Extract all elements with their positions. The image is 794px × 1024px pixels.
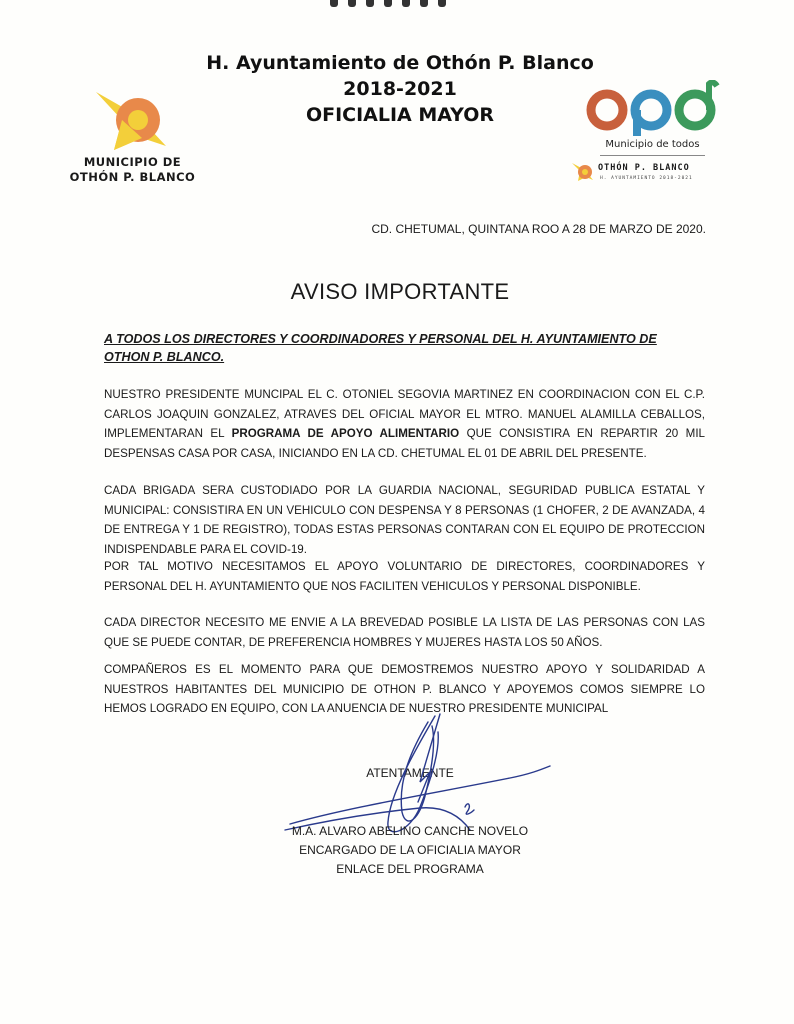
signatory-role: ENCARGADO DE LA OFICIALIA MAYOR [299, 843, 521, 857]
closing-salutation: ATENTAMENTE [366, 766, 454, 780]
opb-divider [600, 155, 705, 156]
addressee-line: A TODOS LOS DIRECTORES Y COORDINADORES Y PERSONAL DEL H. AYUNTAMIENTO DE OTHON P. BLANCO. [104, 332, 657, 364]
date-line: CD. CHETUMAL, QUINTANA ROO A 28 DE MARZO DE 2020. [371, 222, 706, 236]
opb-letters-icon [585, 80, 725, 136]
municipio-logo-caption [60, 155, 205, 185]
opb-logo [565, 80, 740, 190]
municipio-logo [60, 90, 210, 190]
mini-emblem-icon [571, 162, 595, 182]
paragraph-brigades: CADA BRIGADA SERA CUSTODIADO POR LA GUARDIA NACIONAL, SEGURIDAD PUBLICA ESTATAL Y MUNICIPAL: CONSISTIRA EN UN VEHICULO CON DESPENSA Y 8 PERSONAS (1 CHOFER, 2 DE AVANZADA, 4 DE ENTREGA Y 1 DE REGISTRO), TODAS ESTAS PERSONAS CONTARAN CON EL EQUIPO DE PROTECCION INDISPENDABLE PARA EL COVID-19. [104, 484, 705, 556]
letterhead-line-1: H. Ayuntamiento de Othón P. Blanco [206, 52, 594, 74]
paragraph-director-list: CADA DIRECTOR NECESITO ME ENVIE A LA BREVEDAD POSIBLE LA LISTA DE LAS PERSONAS CON LAS QUE SE PUEDE CONTAR, DE PREFERENCIA HOMBRES Y MUJERES HASTA LOS 50 AÑOS. [104, 616, 705, 649]
paragraph-solidarity: COMPAÑEROS ES EL MOMENTO PARA QUE DEMOSTREMOS NUESTRO APOYO Y SOLIDARIDAD A NUESTROS HABITANTES DEL MUNICIPIO DE OTHON P. BLANCO Y APOYEMOS COMOS SIEMPRE LO HEMOS LOGRADO EN EQUIPO, CON LA ANUENCIA DE NUESTRO PRESIDENTE MUNICIPAL [104, 663, 705, 715]
paragraph-program [104, 385, 705, 463]
document-heading: AVISO IMPORTANTE [290, 279, 510, 304]
signatory-name: M.A. ALVARO ABELINO CANCHE NOVELO [291, 824, 529, 838]
paragraph-text: NUESTRO PRESIDENTE MUNCIPAL EL C. OTONIEL SEGOVIA MARTINEZ EN COORDINACION CON EL C.P. CARLOS JOAQUIN GONZALEZ, ATRAVES DEL OFICIAL MAYOR EL MTRO. MANUEL ALAMILLA CEBALLOS, IMPLEMENTARAN EL [104, 388, 705, 440]
signatory-program: ENLACE DEL PROGRAMA [336, 862, 484, 876]
paragraph-text: QUE CONSISTIRA EN REPARTIR 20 MIL DESPENSAS CASA POR CASA, INICIANDO EN LA CD. CHETUMAL EL 01 DE ABRIL DEL PRESENTE. [104, 427, 705, 460]
opb-subtitle: H. AYUNTAMIENTO 2018-2021 [600, 176, 693, 181]
letterhead-line-2: 2018-2021 [343, 78, 457, 100]
paragraph-volunteer-request: POR TAL MOTIVO NECESITAMOS EL APOYO VOLUNTARIO DE DIRECTORES, COORDINADORES Y PERSONAL DEL H. AYUNTAMIENTO QUE NOS FACILITEN VEHICULOS Y PERSONAL DISPONIBLE. [104, 560, 705, 593]
top-edge-marks [330, 0, 480, 2]
caption-line-1: MUNICIPIO DE [83, 155, 182, 169]
letterhead-line-3: OFICIALIA MAYOR [305, 104, 495, 126]
signatory-block [250, 822, 570, 879]
caption-line-2: OTHÓN P. BLANCO [69, 170, 196, 184]
opb-tagline: Municipio de todos [605, 139, 700, 150]
opb-name: OTHÓN P. BLANCO [598, 163, 690, 173]
municipio-emblem-icon [92, 90, 172, 152]
program-name: PROGRAMA DE APOYO ALIMENTARIO [231, 427, 460, 440]
